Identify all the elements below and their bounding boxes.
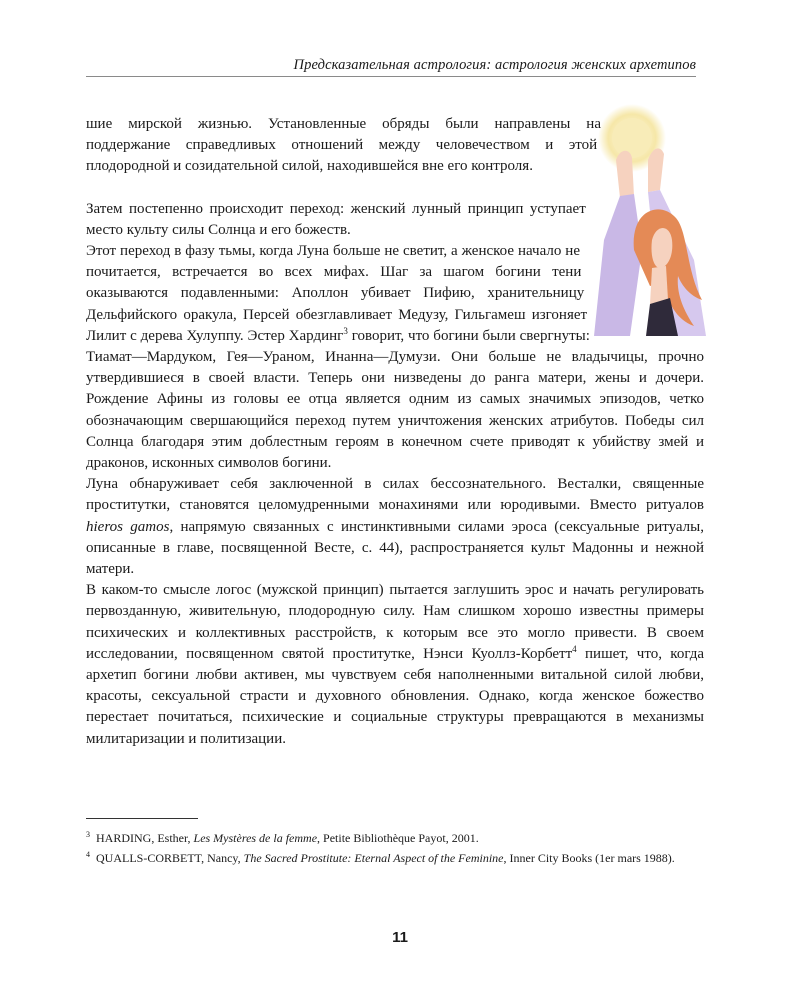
paragraph-3-part-a: Этот переход в фазу тьмы, когда Луна больше не светит, а женское начало не почитается, встречается во всех мифах. Шаг за шагом богини тени оказываются подавленными: Аполлон убивает Пифию, хранительницу Дельфийского оракула, Персей обезглавливает Медузу, Гильгамеш изгоняет Лилит с дерева Хулуппу. Эстер Хардинг <box>86 243 588 344</box>
paragraph-2: Затем постепенно происходит переход: женский лунный принцип уступает место культу силы Солнца и его божеств. <box>86 200 586 238</box>
running-header: Предсказательная астрология: астрология женских архетипов <box>293 57 696 73</box>
body-text <box>86 114 704 750</box>
footnote-4-author: QUALLS-CORBETT, Nancy, <box>96 851 244 865</box>
paragraph-5 <box>86 580 704 750</box>
footnote-3-number: 3 <box>86 830 90 839</box>
footnote-4 <box>86 851 696 866</box>
footnote-rule <box>86 818 198 819</box>
footnote-3-author: HARDING, Esther, <box>96 831 194 845</box>
footnote-3-rest: , Petite Bibliothèque Payot, 2001. <box>317 831 479 845</box>
paragraph-4-italic: hieros gamos <box>86 518 170 535</box>
footnote-4-number: 4 <box>86 850 90 859</box>
moon-woman-illustration-icon <box>590 100 708 340</box>
footnote-3-title: Les Mystères de la femme <box>193 831 318 845</box>
footnotes <box>86 831 696 871</box>
footnote-ref-3: 3 <box>343 325 348 336</box>
paragraph-5-part-b: пишет, что, когда архетип богини любви активен, мы чувствуем себя наполненными витальной силой любви, красоты, сексуальной страсти и духовного обновления. Однако, когда женское божество перестает почитаться, психические и социальные структуры превращаются в механизмы милитаризации и политизации. <box>86 645 705 747</box>
paragraph-4-part-b: , напрямую связанных с инстинктивными силами эроса (сексуальные ритуалы, описанные в главе, посвященной Весте, с. 44), распространяется культ Мадонны и нежной матери. <box>86 518 704 578</box>
footnote-ref-4: 4 <box>572 643 577 654</box>
page-number: 11 <box>392 929 408 946</box>
paragraph-1: шие мирской жизнью. Установленные обряды были направлены на поддержание справедливых отношений между человечеством и этой плодородной и созидательной силой, находившейся вне его контроля. <box>86 116 601 175</box>
paragraph-4-part-a: Луна обнаруживает себя заключенной в силах бессознательного. Весталки, священные проститутки, становятся целомудренными монахинями или юродивыми. Вместо ритуалов <box>86 476 704 514</box>
paragraph-4 <box>86 474 704 580</box>
paragraph-5-part-a: В каком-то смысле логос (мужской принцип) пытается заглушить эрос и начать регулировать первозданную, живительную, плодородную силу. Нам слишком хорошо известны примеры психических и коллективных расстройств, к которым все это могло привести. В своем исследовании, посвященном святой проститутке, Нэнси Куоллз-Корбетт <box>86 582 704 662</box>
footnote-3 <box>86 831 696 846</box>
header-rule <box>86 76 696 77</box>
paragraph-3-part-b: говорит, что богини были свергнуты: Тиамат—Мардуком, Гея—Ураном, Инанна—Думузи. Они больше не владычицы, прочно утвердившиеся в своей власти. Теперь они низведены до ранга матери, жены и дочери. Рождение Афины из головы ее отца является одним из самых значимых эпизодов, четко обозначающим свершающийся переход путем уничтожения женских атрибутов. Победы сил Солнца благодаря этим доблестным героям в конечном счете приводят к убийству змей и драконов, исконных символов богини. <box>86 327 704 472</box>
footnote-4-title: The Sacred Prostitute: Eternal Aspect of the Feminine <box>243 851 504 865</box>
footnote-4-rest: , Inner City Books (1er mars 1988). <box>503 851 675 865</box>
